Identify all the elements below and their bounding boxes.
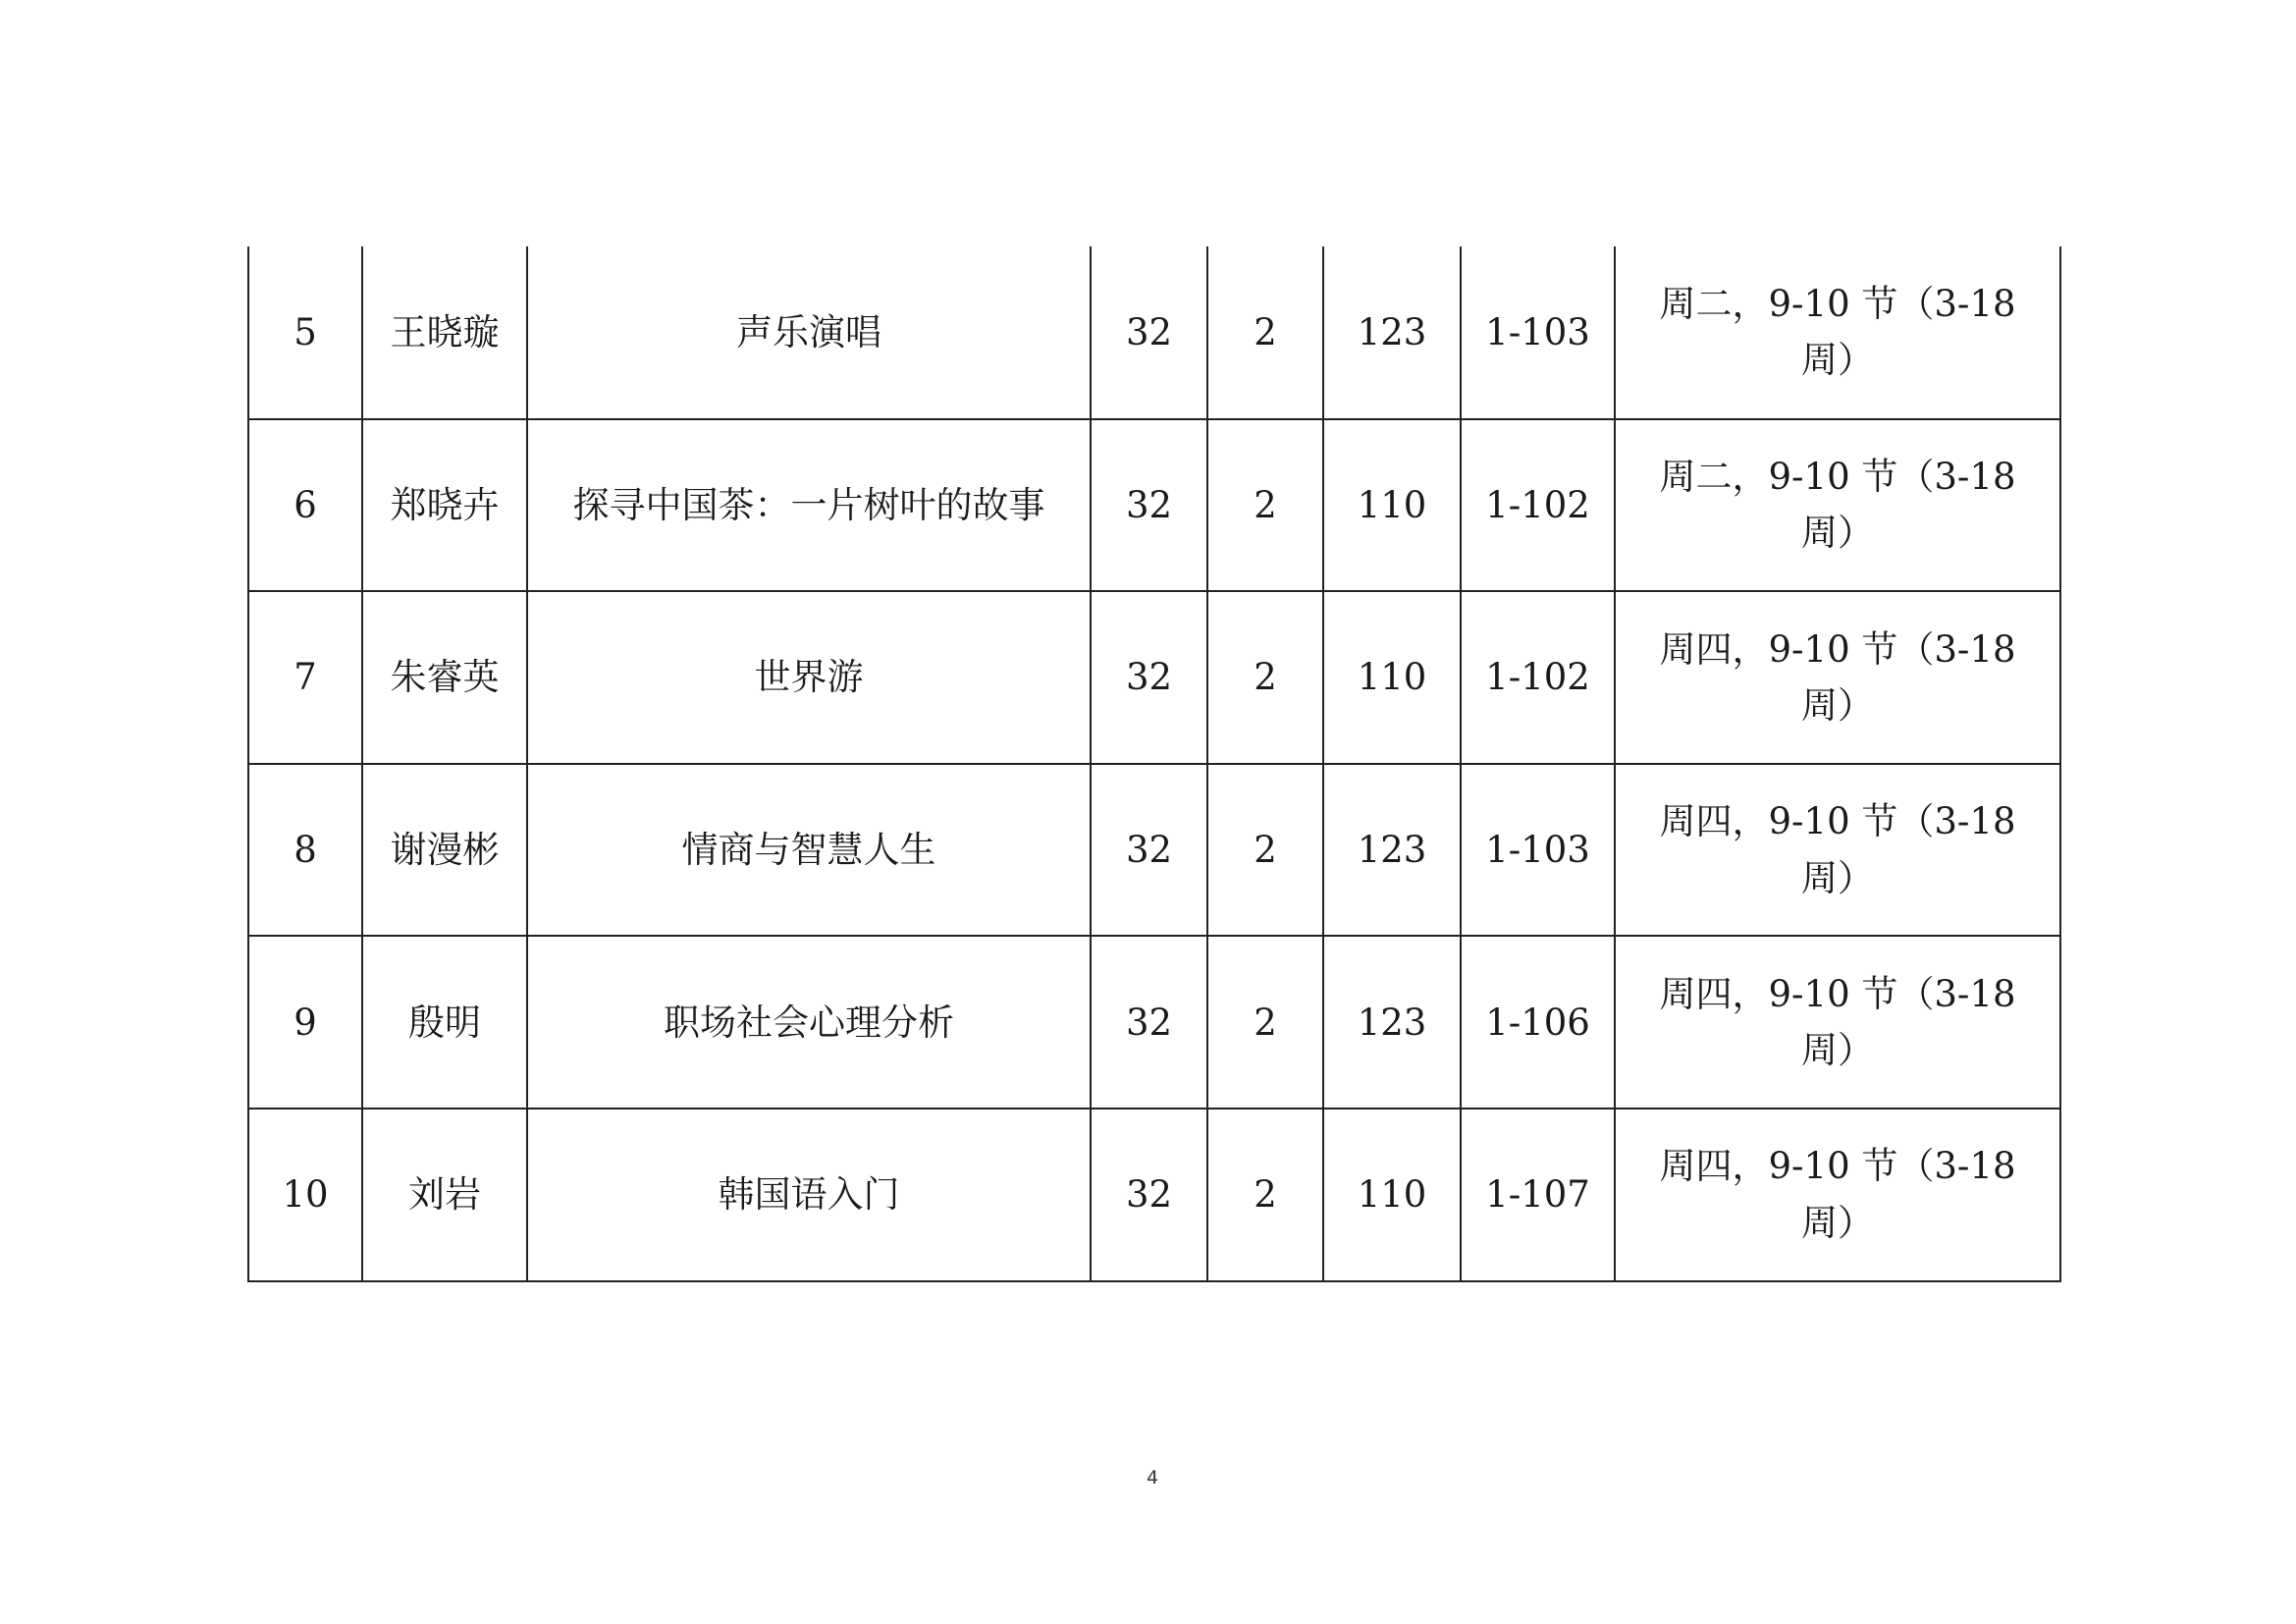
classroom-cell: 1-103: [1461, 764, 1615, 937]
schedule-time-cell: [1615, 419, 2060, 592]
row-number-cell: 5: [248, 246, 362, 419]
schedule-time-line-2: 周）: [1801, 339, 1874, 382]
capacity-cell: 123: [1323, 764, 1461, 937]
schedule-time-line-2: 周）: [1801, 512, 1874, 555]
table-row: [248, 764, 2060, 937]
schedule-time-line-2: 周）: [1801, 856, 1874, 899]
classroom-cell: 1-107: [1461, 1109, 1615, 1281]
credits-cell: 2: [1207, 591, 1323, 764]
row-number-cell: 10: [248, 1109, 362, 1281]
course-name-cell: 声乐演唱: [527, 246, 1091, 419]
teacher-cell: 朱睿英: [362, 591, 527, 764]
teacher-cell: 殷明: [362, 936, 527, 1109]
teacher-cell: 谢漫彬: [362, 764, 527, 937]
teacher-cell: 刘岩: [362, 1109, 527, 1281]
schedule-time-line-1: 周二，9-10 节（3-18: [1659, 282, 2016, 325]
credits-cell: 2: [1207, 936, 1323, 1109]
course-name-cell: 职场社会心理分析: [527, 936, 1091, 1109]
schedule-time-line-1: 周四，9-10 节（3-18: [1659, 800, 2016, 843]
table-row: [248, 246, 2060, 419]
schedule-time-cell: [1615, 764, 2060, 937]
schedule-time-line-1: 周四，9-10 节（3-18: [1659, 627, 2016, 671]
classroom-cell: 1-106: [1461, 936, 1615, 1109]
credits-cell: 2: [1207, 419, 1323, 592]
schedule-time-line-2: 周）: [1801, 1029, 1874, 1072]
table-row: [248, 936, 2060, 1109]
capacity-cell: 110: [1323, 419, 1461, 592]
credits-cell: 2: [1207, 1109, 1323, 1281]
capacity-cell: 123: [1323, 936, 1461, 1109]
schedule-time-cell: [1615, 1109, 2060, 1281]
course-table: [247, 246, 2061, 1282]
course-name-cell: 探寻中国茶：一片树叶的故事: [527, 419, 1091, 592]
table-body: [248, 246, 2060, 1281]
hours-cell: 32: [1091, 591, 1207, 764]
table-row: [248, 1109, 2060, 1281]
course-name-cell: 世界游: [527, 591, 1091, 764]
hours-cell: 32: [1091, 1109, 1207, 1281]
teacher-cell: 王晓璇: [362, 246, 527, 419]
row-number-cell: 9: [248, 936, 362, 1109]
schedule-time-line-2: 周）: [1801, 1201, 1874, 1244]
schedule-time-cell: [1615, 246, 2060, 419]
capacity-cell: 110: [1323, 591, 1461, 764]
table-row: [248, 419, 2060, 592]
credits-cell: 2: [1207, 246, 1323, 419]
hours-cell: 32: [1091, 764, 1207, 937]
schedule-time-cell: [1615, 591, 2060, 764]
hours-cell: 32: [1091, 246, 1207, 419]
schedule-time-line-2: 周）: [1801, 683, 1874, 727]
classroom-cell: 1-102: [1461, 419, 1615, 592]
row-number-cell: 7: [248, 591, 362, 764]
hours-cell: 32: [1091, 936, 1207, 1109]
capacity-cell: 110: [1323, 1109, 1461, 1281]
teacher-cell: 郑晓卉: [362, 419, 527, 592]
course-name-cell: 情商与智慧人生: [527, 764, 1091, 937]
course-name-cell: 韩国语入门: [527, 1109, 1091, 1281]
schedule-time-cell: [1615, 936, 2060, 1109]
row-number-cell: 8: [248, 764, 362, 937]
classroom-cell: 1-102: [1461, 591, 1615, 764]
table-row: [248, 591, 2060, 764]
classroom-cell: 1-103: [1461, 246, 1615, 419]
row-number-cell: 6: [248, 419, 362, 592]
page-number: 4: [1146, 1467, 1159, 1489]
schedule-time-line-1: 周四，9-10 节（3-18: [1659, 1145, 2016, 1188]
capacity-cell: 123: [1323, 246, 1461, 419]
schedule-time-line-1: 周二，9-10 节（3-18: [1659, 456, 2016, 499]
credits-cell: 2: [1207, 764, 1323, 937]
schedule-time-line-1: 周四，9-10 节（3-18: [1659, 972, 2016, 1015]
hours-cell: 32: [1091, 419, 1207, 592]
